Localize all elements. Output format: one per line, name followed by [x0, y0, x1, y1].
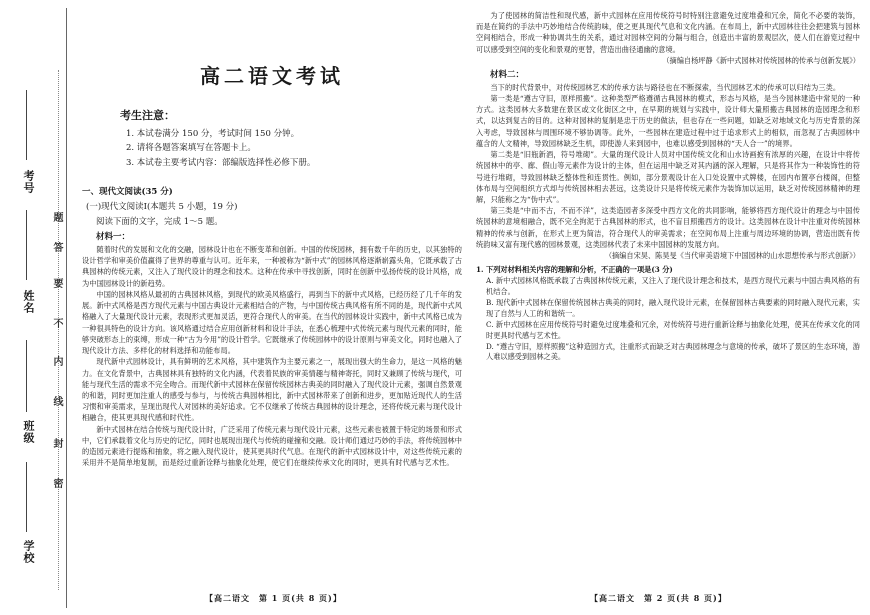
- school-line: [26, 462, 27, 532]
- notice-heading: 考生注意：: [120, 109, 175, 122]
- seal-char: 题: [51, 212, 62, 222]
- question-stem: 1. 下列对材料相关内容的理解和分析，不正确的一项是(3 分): [476, 264, 673, 274]
- seal-dotted-line: [58, 70, 59, 590]
- paragraph: 第一类是“遵古守旧，原样照搬”。这种类型严格遵循古典园林的模式，形态与风格，是当今园林建造中常见的一种方式。这类园林大多数建在景区或文化街区之中，在早期的规划与实践中，设计师大量照搬古典园林的造园理念和形式，以达到复古的目的。这种对园林的复制是忠于历史的做法，但也存在一些问题，如缺乏对地域文化与历史背景的深入考虑，导致园林与周围环境不够协调等。此外，一些园林在建造过程中过于追求形式上的相似，而忽视了古典园林中蕴含的人文精神，导致园林缺乏生机，即使游人来到园中，也难以感受到园林的“天人合一”的境界。: [476, 93, 860, 148]
- notice-item: 2. 请将各题答案填写在答题卡上。: [126, 143, 256, 154]
- subsection-heading: (一)现代文阅读Ⅰ(本题共 5 小题，19 分): [86, 202, 238, 213]
- section-heading: 一、现代文阅读(35 分): [82, 187, 173, 198]
- page-2: [476, 10, 860, 363]
- name-line: [26, 210, 27, 280]
- exam-title: 高二语文考试: [200, 64, 344, 88]
- page-1: [82, 10, 462, 469]
- source-citation: （摘编自宋昊、陈昊旻《当代审美语境下中国园林的山水思想传承与形式创新》）: [604, 251, 860, 261]
- binding-margin: [0, 0, 68, 615]
- paragraph: 新中式园林在结合传统与现代设计时，广泛采用了传统元素与现代设计元素，这些元素也被置于特定的场景和形式中，它们承载着文化与历史的记忆，同时也展现出现代与传统的碰撞和交融。设计师们通过巧妙的手法，将传统园林中的造园元素进行提炼和抽象，将之融入现代设计，使其更具时代气息。在现代的新中式园林设计中，对这些传统元素的采用并不是简单地复制，而是经过重新诠释与抽象化处理，使它们在继续传承文化的同时，更具有时代感与艺术性。: [82, 424, 462, 468]
- seal-char: 要: [51, 278, 62, 288]
- seal-char: 封: [51, 438, 62, 448]
- seal-char: 密: [51, 478, 62, 488]
- material-label: 材料一：: [96, 232, 131, 243]
- paragraph: 随着时代的发展和文化的交融，园林设计也在不断变革和创新。中国的传统园林，拥有数千年的历史，以其独特的设计哲学和审美价值赢得了世界的尊重与认可。近年来，一种被称为“新中式”的园林风格逐渐崭露头角，它既承载了古典园林的传统元素，又注入了现代设计的理念和技术。这种在传承中寻找创新，同时在创新中弘扬传统的设计风格，成为中国园林设计的新趋势。: [82, 244, 462, 288]
- paragraph: 中国的园林风格从最初的古典园林风格，到现代的欧美风格盛行，再到当下的新中式风格，已经历经了几千年的发展。新中式风格是西方现代元素与中国古典设计元素相结合的产物，与中国传统古典风格有所不同的是，现代新中式风格融入了大量现代设计元素，表现形式更加灵活，更符合现代人的审美。在当代的园林设计实践中，新中式风格已成为一种很具特色的设计方向。该风格通过结合应用创新材料和设计手法，在悉心梳理中式传统元素与现代元素的同时，能够突破形态上的束缚，形成一种“古为今用”的设计哲学。它既继承了传统园林中的设计原则与审美文化，同时也融入了现代设计方法、多样化的材料选择和功能布局。: [82, 289, 462, 356]
- class-label: 班级: [22, 420, 35, 444]
- answer-option: A. 新中式园林风格既承载了古典园林传统元素，又注入了现代设计理念和技术，是西方现代元素与中国古典风格的有机结合。: [486, 275, 860, 296]
- source-citation: （摘编自杨坪静《新中式园林对传统园林的传承与创新发展》）: [662, 55, 860, 65]
- seal-char: 线: [51, 396, 62, 406]
- answer-option: C. 新中式园林在应用传统符号时避免过度堆叠和冗余，对传统符号进行重新诠释与抽象化处理，使其在传承文化的同时更具时代感与艺术性。: [486, 319, 860, 340]
- class-line: [26, 340, 27, 412]
- material-label: 材料二：: [490, 69, 525, 80]
- page-footer: 【高二语文 第 1 页(共 8 页)】: [205, 593, 342, 603]
- reading-instruction: 阅读下面的文字，完成 1～5 题。: [96, 217, 223, 228]
- paragraph: 现代新中式园林设计，具有鲜明的艺术风格，其中建筑作为主要元素之一，展现出强大的生命力，是这一风格的魅力。在文化背景中，古典园林具有独特的文化内涵，代表着民族的审美情趣与精神寄托，同时又兼顾了传统与现代，可能与现代生活的需求不完全吻合。而现代新中式园林在保留传统园林古典美的同时融入了现代设计元素，强调自然景观的和谐，同时更加注重人的感受与参与，与传统古典园林相比，新中式园林带来了创新和进步，更加贴近现代人的生活习惯和审美需求，呈现出现代人对园林的美好追求。它不仅继承了传统古典园林的设计理念，还将传统元素与现代设计相融合，使其更具现代感和时代性。: [82, 357, 462, 423]
- paragraph: 第三类是“中而不古，不而不洋”，这类造园者多深受中西方文化的共同影响，能够将西方现代设计的理念与中国传统园林的意境相融合，既不完全拘泥于古典园林的形式，也不盲目照搬西方的设计。这类园林在设计中注重对传统园林精神的传承与创新，在形式上更为简洁，符合现代人的审美需求；在空间布局上注重与周边环境的协调，营造出既有传统韵味又富有现代感的园林景观，这类园林代表了未来中国园林的发展方向。: [476, 206, 860, 249]
- school-label: 学校: [22, 540, 35, 564]
- paragraph: 为了使园林的简洁性和现代感，新中式园林在应用传统符号时特别注意避免过度堆叠和冗余，简化不必要的装饰，而是在简约的手法中巧妙地结合传统韵味，使之更具现代气息和文化内涵。在布局上，新中式园林往往会把建筑与园林空间相结合，形成一种协调共生的关系，通过对园林空间的分隔与组合，创造出丰富的景观层次，使人们在游览过程中可以感受到空间的变化和景观的更替，营造出曲径通幽的意境。: [476, 11, 860, 54]
- paragraph: 第二类是“旧瓶新酒，符号堆砌”。大量的现代设计人员对中国传统文化和山水诗画抱有浓厚的兴趣，在设计中将传统园林中的亭、廊、假山等元素作为设计的主体，但在运用中缺乏对其内涵的深入理解，只是将其作为一种装饰性的符号进行堆砌，导致园林缺乏整体性和连贯性。例如，部分景观设计在入口处设置中式牌楼，在园内布置亭台楼阁，但整体布局与空间组织方式却与传统园林相去甚远，这类设计只是将传统元素作为装饰加以运用，缺乏对传统园林精神的理解，只能称之为“伪中式”。: [476, 150, 860, 204]
- seal-char: 内: [51, 356, 62, 366]
- name-label: 姓名: [22, 290, 35, 314]
- seal-char: 不: [51, 318, 62, 328]
- answer-option: D. “遵古守旧，原样照搬”这种造园方式，注重形式而缺乏对古典园林理念与意境的传承，破坏了景区的生态环境，游人难以感受到园林之美。: [486, 341, 860, 362]
- page-footer: 【高二语文 第 2 页(共 8 页)】: [590, 593, 727, 603]
- notice-item: 3. 本试卷主要考试内容：部编版选择性必修下册。: [126, 157, 316, 168]
- exam-no-label: 考号: [22, 170, 35, 194]
- exam-no-line: [26, 90, 27, 160]
- paragraph: 当下的时代背景中，对传统园林艺术的传承方法与路径也在不断探索，当代园林艺术的传承可以归结为三类。: [490, 82, 841, 92]
- margin-divider: [66, 8, 67, 608]
- notice-item: 1. 本试卷满分 150 分，考试时间 150 分钟。: [126, 129, 300, 139]
- seal-char: 答: [51, 242, 62, 252]
- answer-option: B. 现代新中式园林在保留传统园林古典美的同时，融入现代设计元素，在保留园林古典要素的同时融入现代元素，实现了自然与人工的和谐统一。: [486, 297, 860, 318]
